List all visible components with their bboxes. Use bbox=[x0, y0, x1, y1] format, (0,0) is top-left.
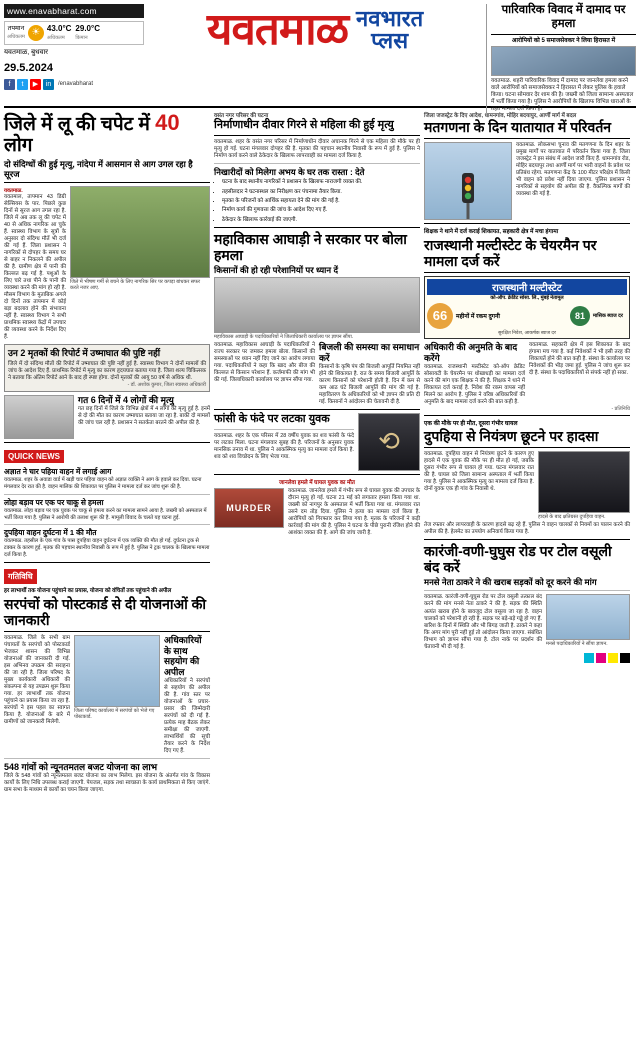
weather-label-sub: अधिकतम bbox=[7, 33, 25, 40]
traffic-signal-svg bbox=[458, 173, 478, 219]
mva-deck: किसानों की हो रही परेशानियों पर ध्यान दें bbox=[214, 265, 338, 276]
multistate-kicker: शिक्षक ने थाने में दर्ज कराई शिकायत, सहकारी क्षेत्र में मचा हंगामा bbox=[424, 229, 559, 236]
noose-icon: ⟲ bbox=[358, 413, 420, 471]
activity-sub2-title: 548 गांवों को न्यूनतमतल बजट योजना का लाभ bbox=[4, 762, 158, 773]
wall-point: • तहसीलदार ने घटनास्थल का निरीक्षण कर पंचनामा तैयार किया. bbox=[222, 189, 420, 196]
mva-photo-caption: महाविकास आघाड़ी के पदाधिकारियों ने जिलाधिकारी कार्यालय पर ज्ञापन सौंपा. bbox=[214, 334, 354, 341]
accident-title: दुपहिया से नियंत्रण छूटने पर हादसा bbox=[424, 427, 599, 444]
ad-offer-text: महीनों में रकम दुगनी bbox=[456, 314, 500, 321]
lead-deck: दो संदिग्धों की हुई मृत्यु, नांदेपा में आसमान से आग उगल रहा है सूरज bbox=[4, 158, 193, 179]
traffic-title: मतगणना के दिन यातायात में परिवर्तन bbox=[424, 119, 612, 135]
youtube-icon[interactable]: ▶ bbox=[30, 79, 41, 90]
facebook-icon[interactable]: f bbox=[4, 79, 15, 90]
traffic-kicker: जिला जजस्ट्रेट के दिए आदेश, धामनगांव, मोहिर बदयापुर, आर्णी मार्ग में बदल bbox=[424, 113, 577, 119]
toll-body: यवतमाळ. कारंजी-वणी-घुघुस रोड पर टोल वसूली तत्काल बंद करने की मांग मनसे नेता ठाकरे ने की है. सड़क की स्थिति अत्यंत खराब होने के बावजूद टोल वसूला जा रहा है. वाहन चालकों को परेशानी हो रही है. सड़क पर बड़े-बड़े गड्ढे हो गए हैं. बारिश के दिनों में स्थिति और भी बिगड़ जाती है. ठाकरे ने कहा कि अगर मांग पूरी नहीं हुई तो आंदोलन किया जाएगा. संबंधित विभाग को ज्ञापन सौंपा गया है. टोल नाके पर प्रदर्शन की चेतावनी भी दी गई है. bbox=[424, 594, 542, 650]
masthead-logo bbox=[144, 4, 486, 55]
wall-body: यवतमाळ. शहर के वसंत नगर परिसर में निर्माणाधीन दीवार अचानक गिरने से एक महिला की मौके पर ही मृत्यु हो गई. घटना मंगलवार दोपहर की है. मृतका की पहचान स्थानीय निवासी के रूप में हुई है. पुलिस ने निर्माण कार्य करने वाले ठेकेदार के खिलाफ लापरवाही का मामला दर्ज किया है. bbox=[214, 139, 420, 160]
ad-brand: राजस्थानी मल्टीस्टेट bbox=[427, 279, 627, 295]
weather-box bbox=[4, 21, 144, 45]
multistate-body: यवतमाळ. सहकारी क्षेत्र में इस शिकायत के बाद हंगामा मच गया है. कई निवेशकों ने भी इसी तरह की शिकायतें होने की बात कही है. संस्था के कार्यालय पर निवेशकों की भीड़ जमा हुई. पुलिस ने जांच शुरू कर दी है. संस्था के पदाधिकारियों से संपर्क नहीं हो सका. bbox=[529, 342, 630, 377]
lead-headline-number: 40 bbox=[155, 110, 180, 135]
wall-sub: निखारीदों को मिलेगा अभय के घर तक रास्ता : देते bbox=[214, 167, 365, 178]
twitter-icon[interactable]: t bbox=[17, 79, 28, 90]
social-handle: /enavabharat bbox=[58, 81, 94, 88]
wall-point: • मृतका के परिजनों को आर्थिक सहायता देने की मांग की गई है. bbox=[222, 198, 420, 205]
mva-sub1-title: बिजली की समस्या का समाधान करें bbox=[319, 342, 420, 364]
masthead-left bbox=[4, 4, 144, 90]
activity-photo bbox=[74, 635, 160, 707]
quick-news-list bbox=[4, 467, 210, 558]
multistate-sub1-body: यवतमाळ. राजस्थानी मल्टीस्टेट को-ऑप क्रेडिट सोसायटी के चेयरमैन पर धोखाधड़ी का मामला दर्ज करने की मांग एक शिक्षक ने की है. शिक्षक ने थाने में शिकायत दर्ज कराई है. निवेश की रकम वापस नहीं मिलने का आरोप है. पुलिस ने वरिष्ठ अधिकारियों की अनुमति के बाद मामला दर्ज करने की बात कही है. bbox=[424, 363, 525, 405]
murder-badge: MURDER bbox=[214, 488, 284, 528]
multistate-sub1-title: अधिकारी की अनुमति के बाद करेंगे bbox=[424, 342, 518, 364]
activity-kicker: गतिविधि bbox=[4, 569, 37, 584]
accident-body: यवतमाळ. दुपहिया वाहन से नियंत्रण छूटने के कारण हुए हादसे में एक युवक की मौके पर ही मौत हो गई, जबकि दूसरा गंभीर रूप से घायल हो गया. घटना मंगलवार रात की है. घायल को जिला सामान्य अस्पताल में भर्ती किया गया है. पुलिस ने आकस्मिक मृत्यु का मामला दर्ज किया है. दोनों युवक एक ही गांव के निवासी थे. bbox=[424, 451, 534, 493]
activity-sub-body: अधिकारियों ने सरपंचों से सहयोग की अपील की है. गांव स्तर पर योजनाओं के प्रचार-प्रसार की जिम्मेदारी सरपंचों को दी गई है. प्रत्येक माह बैठक लेकर समीक्षा की जाएगी. लाभार्थियों की सूची तैयार करने के निर्देश दिए गए हैं. bbox=[164, 677, 210, 755]
logo-sub-2: प्लस bbox=[371, 28, 409, 53]
accident-photo-caption: हादसे के बाद क्षतिग्रस्त दुपहिया वाहन. bbox=[538, 514, 606, 521]
toll-photo bbox=[546, 594, 630, 640]
activity-sub2-body: जिले के 548 गांवों को न्यूनतमतल बजट योजना का लाभ मिलेगा. इस योजना के अंतर्गत गांव के विकास कार्यों के लिए निधि उपलब्ध कराई जाएगी. पेयजल, सड़क तथा स्वच्छता के कार्य प्राथमिकता से किए जाएंगे. ग्राम सभा के माध्यम से कार्यों का चयन किया जाएगा. bbox=[4, 772, 210, 793]
sidebox-1-title: उन 2 मृतकों की रिपोर्ट में उष्माघात की पुष्टि नहीं bbox=[8, 348, 161, 359]
mva-sub1-body: किसानों के कृषि पंप की बिजली आपूर्ति नियमित नहीं होने की शिकायत है. रात के समय बिजली आपूर्ति के कारण किसानों को परेशानी होती है. दिन में कम से कम आठ घंटे बिजली आपूर्ति की मांग की गई है. महावितरण के अधिकारियों को भी ज्ञापन की प्रति दी गई. किसानों ने आंदोलन की चेतावनी दी है. bbox=[319, 363, 420, 405]
column-left bbox=[4, 111, 210, 794]
logo-sub-1: नवभारत bbox=[356, 6, 424, 31]
sidebox-2-body: गत छह दिनों में जिले के विभिन्न क्षेत्रों में 4 लोगों की मृत्यु हुई है. इनमें से दो की मौत का कारण उष्माघात बताया जा रहा है. बाकी दो मामलों की जांच चल रही है. प्रशासन ने सतर्कता बरतने की अपील की है. bbox=[78, 406, 210, 427]
weather-min-label: किमान bbox=[75, 34, 88, 41]
sidebox-1-sign: - डॉ. अशोक कुमार, जिला स्वास्थ्य अधिकारी bbox=[127, 382, 206, 389]
weather-min: 29.0°C bbox=[75, 24, 100, 33]
lead-sidebox-1 bbox=[4, 344, 210, 392]
multistate-ad[interactable] bbox=[424, 276, 630, 339]
murder-kicker: जानलेवा हमले में घायल युवक का मौत bbox=[278, 479, 355, 486]
accident-extra: तेज रफ्तार और लापरवाही के कारण हादसे बढ़ रहे हैं. पुलिस ने वाहन चालकों से नियमों का पालन करने की अपील की है. हेलमेट का उपयोग अनिवार्य किया गया है. bbox=[424, 522, 630, 536]
activity-subkicker: हर लाभार्थी तक योजना पहुंचाने का प्रयास, योजना को वंचितों तक पहुंचाने की अपील bbox=[4, 587, 172, 594]
noose-body: यवतमाळ. शहर के एक परिसर में 28 वर्षीय युवक का शव फांसी के फंदे पर लटका मिला. घटना मंगलवार सुबह की है. परिजनों के अनुसार युवक मानसिक तनाव में था. पुलिस ने आकस्मिक मृत्यु का मामला दर्ज किया है. शव को शव विच्छेदन के लिए भेजा गया. bbox=[214, 433, 354, 461]
multistate-sign: - प्रतिनिधि bbox=[611, 405, 630, 412]
wall-title: निर्माणाधीन दीवार गिरने से महिला की हुई मृत्यु bbox=[214, 119, 394, 131]
quick-news-label: QUICK NEWS bbox=[4, 450, 64, 463]
activity-sub-title: अधिकारियों के साथ सहयोग की अपील bbox=[164, 634, 202, 678]
city-day: यवतमाळ, बुधवार bbox=[4, 48, 49, 56]
quick-news-body: यवतमाळ. लोहा बड़ाव पर एक युवक पर चाकू से हमला करने का मामला सामने आया है. जख्मी को अस्पताल में भर्ती किया गया है. पुलिस ने आरोपी की तलाश शुरू की है. मामूली विवाद के चलते यह घटना हुई. bbox=[4, 507, 207, 521]
masthead-top-story bbox=[486, 4, 636, 113]
quick-news-title: अज्ञात ने चार पहिया वाहन में लगाई आग bbox=[4, 467, 112, 477]
mva-body: यवतमाळ. महाविकास आघाड़ी के पदाधिकारियों ने राज्य सरकार पर जमकर हमला बोला. किसानों की समस्याओं पर ध्यान नहीं दिए जाने का आरोप लगाया गया. पदाधिकारियों ने कहा कि खाद और बीज की किल्लत से किसान परेशान हैं. कर्जमाफी की मांग भी की गई. जिलाधिकारी कार्यालय पर ज्ञापन सौंपा गया. bbox=[214, 342, 315, 384]
weather-max: 43.0°C bbox=[46, 24, 72, 33]
ad-subbrand: को-ऑप. क्रेडिट सोसा. लि., मुंबई नेतामूल bbox=[490, 295, 564, 302]
quick-news-body: यवतमाळ. तहसील के एक गांव के पास दुपहिया वाहन दुर्घटना में एक व्यक्ति की मौत हो गई. दुर्घटना ट्रक से टक्कर के कारण हुई. मृतक की पहचान स्थानीय निवासी के रूप में हुई है. पुलिस ने ट्रक चालक के खिलाफ मामला दर्ज किया है. bbox=[4, 538, 210, 558]
ad-note: सुरक्षित निवेश, आकर्षक ब्याज दर bbox=[498, 331, 556, 337]
weather-label: तपमान bbox=[7, 25, 25, 33]
traffic-signal-icon bbox=[424, 142, 512, 220]
ad-offer-number: 66 bbox=[427, 303, 453, 329]
sidebox-2-title: गत 6 दिनों में 4 लोगों की मृत्यु bbox=[78, 395, 174, 406]
edition-date: 29.5.2024 bbox=[4, 61, 53, 74]
activity-body: यवतमाळ. जिले के सभी ग्राम पंचायतों के सरपंचों को पोस्टकार्ड भेजकर शासन की विभिन्न योजनाओं की जानकारी दी गई. इस अभिनव उपक्रम की सराहना की जा रही है. जिला परिषद के मुख्य कार्यकारी अधिकारी की संकल्पना से यह उपक्रम शुरू किया गया. हर लाभार्थी तक योजना पहुंचाने का प्रयास किया जा रहा है. सरपंचों ने इस पहल का स्वागत किया है. योजनाओं के बारे में ग्रामीणों को जानकारी मिलेगी. bbox=[4, 634, 70, 725]
quick-news-body: यवतमाळ. शहर के अवाडा वार्ड में खड़ी चार पहिया वाहन को अज्ञात व्यक्ति ने आग के हवाले कर दिया. घटना मंगलवार देर रात की है. वाहन मालिक की शिकायत पर पुलिस ने मामला दर्ज कर जांच शुरू की है. bbox=[4, 477, 202, 491]
accident-kicker: एक की मौके पर ही मौत, दूसरा गंभीर घायल bbox=[424, 420, 518, 427]
top-story-deck: आरोपियों को 5 समाजसेवकर ने लिया हिरासत में bbox=[511, 37, 616, 44]
lead-headline-pre: जिले में लू की चपेट में bbox=[4, 114, 156, 135]
activity-photo-caption: जिला परिषद कार्यालय में सरपंचों को भेजे गए पोस्टकार्ड. bbox=[74, 707, 155, 720]
multistate-title: राजस्थानी मल्टीस्टेट के चेयरमैन पर मामला दर्ज करें bbox=[424, 237, 597, 270]
wall-kicker: वसंत नगर परिसर की घटना bbox=[214, 113, 269, 119]
wall-point: • निर्माण कार्य की गुणवत्ता की जांच के आदेश दिए गए हैं. bbox=[222, 207, 420, 214]
column-center bbox=[214, 111, 420, 794]
top-story-title: पारिवारिक विवाद में दामाद पर हमला bbox=[491, 4, 636, 35]
noose-title: फांसी के फंदे पर लटका युवक bbox=[214, 412, 330, 425]
weather-max-label: अधिकतम bbox=[46, 34, 65, 41]
toll-photo-caption: मनसे पदाधिकारियों ने सौंपा ज्ञापन. bbox=[546, 641, 608, 648]
wall-points bbox=[222, 179, 420, 223]
quick-news-title: दुपहिया वाहन दुर्घटना में 1 की मौत bbox=[4, 528, 97, 538]
toll-deck: मनसे नेता ठाकरे ने की खराब सड़कों को दूर करने की मांग bbox=[424, 577, 597, 588]
logo-main-title: यवतमाळ bbox=[206, 5, 349, 55]
wall-point: • घटना के बाद स्थानीय नागरिकों ने प्रशासन के खिलाफ नाराजगी व्यक्त की. bbox=[222, 179, 420, 186]
lead-byline: यवतमाळ. bbox=[4, 188, 23, 195]
wall-point: • ठेकेदार के खिलाफ कार्रवाई की जाएगी. bbox=[222, 217, 420, 224]
activity-title: सरपंचों को पोस्टकार्ड से दी योजनाओं की जानकारी bbox=[4, 595, 207, 628]
lead-headline bbox=[4, 111, 210, 157]
accident-photo bbox=[538, 451, 630, 513]
lead-headline-post: लोग bbox=[4, 134, 33, 156]
quick-news-title: लोहा बड़ाव पर एक पर चाकू से हमला bbox=[4, 497, 104, 507]
toll-title: कारंजी-वणी-घुघुस रोड पर टोल वसूली बंद करें bbox=[424, 543, 612, 576]
mva-title: महाविकास आघाड़ी ने सरकार पर बोला हमला bbox=[214, 230, 407, 263]
top-story-photo bbox=[491, 46, 636, 76]
mva-photo bbox=[214, 277, 420, 333]
social-links[interactable] bbox=[4, 79, 144, 90]
murder-body: यवतमाळ. जानलेवा हमले में गंभीर रूप से घायल युवक की उपचार के दौरान मृत्यु हो गई. घटना 21 मई को लगातार हमला किया गया था. जख्मी को नागपुर के अस्पताल में भर्ती किया गया था. मंगलवार रात उसने दम तोड़ दिया. पुलिस ने हत्या का मामला दर्ज किया है. आरोपियों को गिरफ्तार कर लिया गया है. मृतक के परिजनों ने कड़ी कार्रवाई की मांग की है. पुलिस ने घटना के पीछे पुरानी रंजिश होने की आशंका व्यक्त की है. आगे की जांच जारी है. bbox=[288, 487, 420, 537]
top-story-body: यवतमाळ. शहरी पारिवारिक विवाद में दामाद पर जानलेवा हमला करने वाले आरोपियों को समाजसेवकर ने हिरासत में लेकर पुलिस के हवाले किया। घटना सोमवार देर शाम की है। जख्मी को जिला सामान्य अस्पताल में भर्ती किया गया है। पुलिस ने आरोपियों के खिलाफ विभिन्न धाराओं के तहत मामला दर्ज किया है। bbox=[491, 77, 634, 112]
lead-photo-2 bbox=[4, 395, 74, 439]
main-columns bbox=[4, 111, 636, 794]
traffic-body: यवतमाळ. लोकसभा चुनाव की मतगणना के दिन शहर के प्रमुख मार्गों पर यातायात में परिवर्तन किया गया है. जिला जजस्ट्रेट ने इस संबंध में आदेश जारी किए हैं. धामनगांव रोड, मोहिर बदयापुर तथा आर्णी मार्ग पर भारी वाहनों के प्रवेश पर प्रतिबंध रहेगा. मतगणना केंद्र के 100 मीटर परिक्षेत्र में किसी भी वाहन को प्रवेश नहीं दिया जाएगा. पुलिस प्रशासन ने नागरिकों से सहयोग की अपील की है. वैकल्पिक मार्गों की व्यवस्था की गई है. bbox=[516, 142, 630, 198]
lead-body: यवतमाल, तापमान 43 डिग्री सेल्सियस के पार. पिछले कुछ दिनों से सूरज आग उगल रहा है. जिले में अब तक लू की चपेट में 40 से अधिक नागरिक आ चुके हैं. स्वास्थ्य विभाग के सूत्रों के अनुसार दो संदिग्ध मौतें भी दर्ज की गई हैं. जिला प्रशासन ने नागरिकों से दोपहर के समय घर से बाहर न निकलने की अपील की है. ग्रामीण क्षेत्र में पानी की किल्लत बढ़ गई है. पशुओं के लिए चारे तथा पीने के पानी की व्यवस्था करने की मांग हो रही है. मौसम विभाग के मुताबिक अगले दो दिनों तक तापमान में कोई बड़ा बदलाव होने की संभावना नहीं है. स्वास्थ्य विभाग ने सभी प्राथमिक स्वास्थ्य केंद्रों में उपचार की व्यवस्था करने के निर्देश दिए हैं. bbox=[4, 194, 66, 341]
sun-icon: ☀ bbox=[28, 25, 44, 41]
linkedin-icon[interactable]: in bbox=[43, 79, 54, 90]
column-right bbox=[424, 111, 630, 794]
quick-news-item[interactable] bbox=[4, 498, 210, 522]
ad-rate-number: 81 bbox=[570, 306, 590, 326]
quick-news-item[interactable] bbox=[4, 467, 210, 491]
cmyk-registration-marks bbox=[424, 653, 630, 663]
sidebox-1-body: जिले में दो संदिग्ध मौतों की रिपोर्ट में उष्माघात की पुष्टि नहीं हुई है. स्वास्थ्य विभाग ने दोनों मामलों की जांच के आदेश दिए हैं. प्राथमिक रिपोर्ट में मृत्यु का कारण हृदयघात बताया गया है. जिला शल्य चिकित्सक ने बताया कि अंतिम रिपोर्ट आने के बाद ही स्पष्ट होगा. दोनों मृतकों की आयु 50 वर्ष से अधिक थी. bbox=[8, 361, 206, 382]
masthead bbox=[4, 4, 636, 112]
quick-news-item[interactable] bbox=[4, 528, 210, 558]
lead-photo bbox=[70, 186, 210, 278]
lead-photo-caption: जिले में भीषण गर्मी से बचने के लिए नागरिक सिर पर कपड़ा बांधकर सफर करते नजर आए. bbox=[70, 279, 201, 292]
ad-rate-text: मासिक ब्याज दर bbox=[593, 313, 623, 320]
website-url[interactable]: www.enavabharat.com bbox=[4, 4, 144, 18]
